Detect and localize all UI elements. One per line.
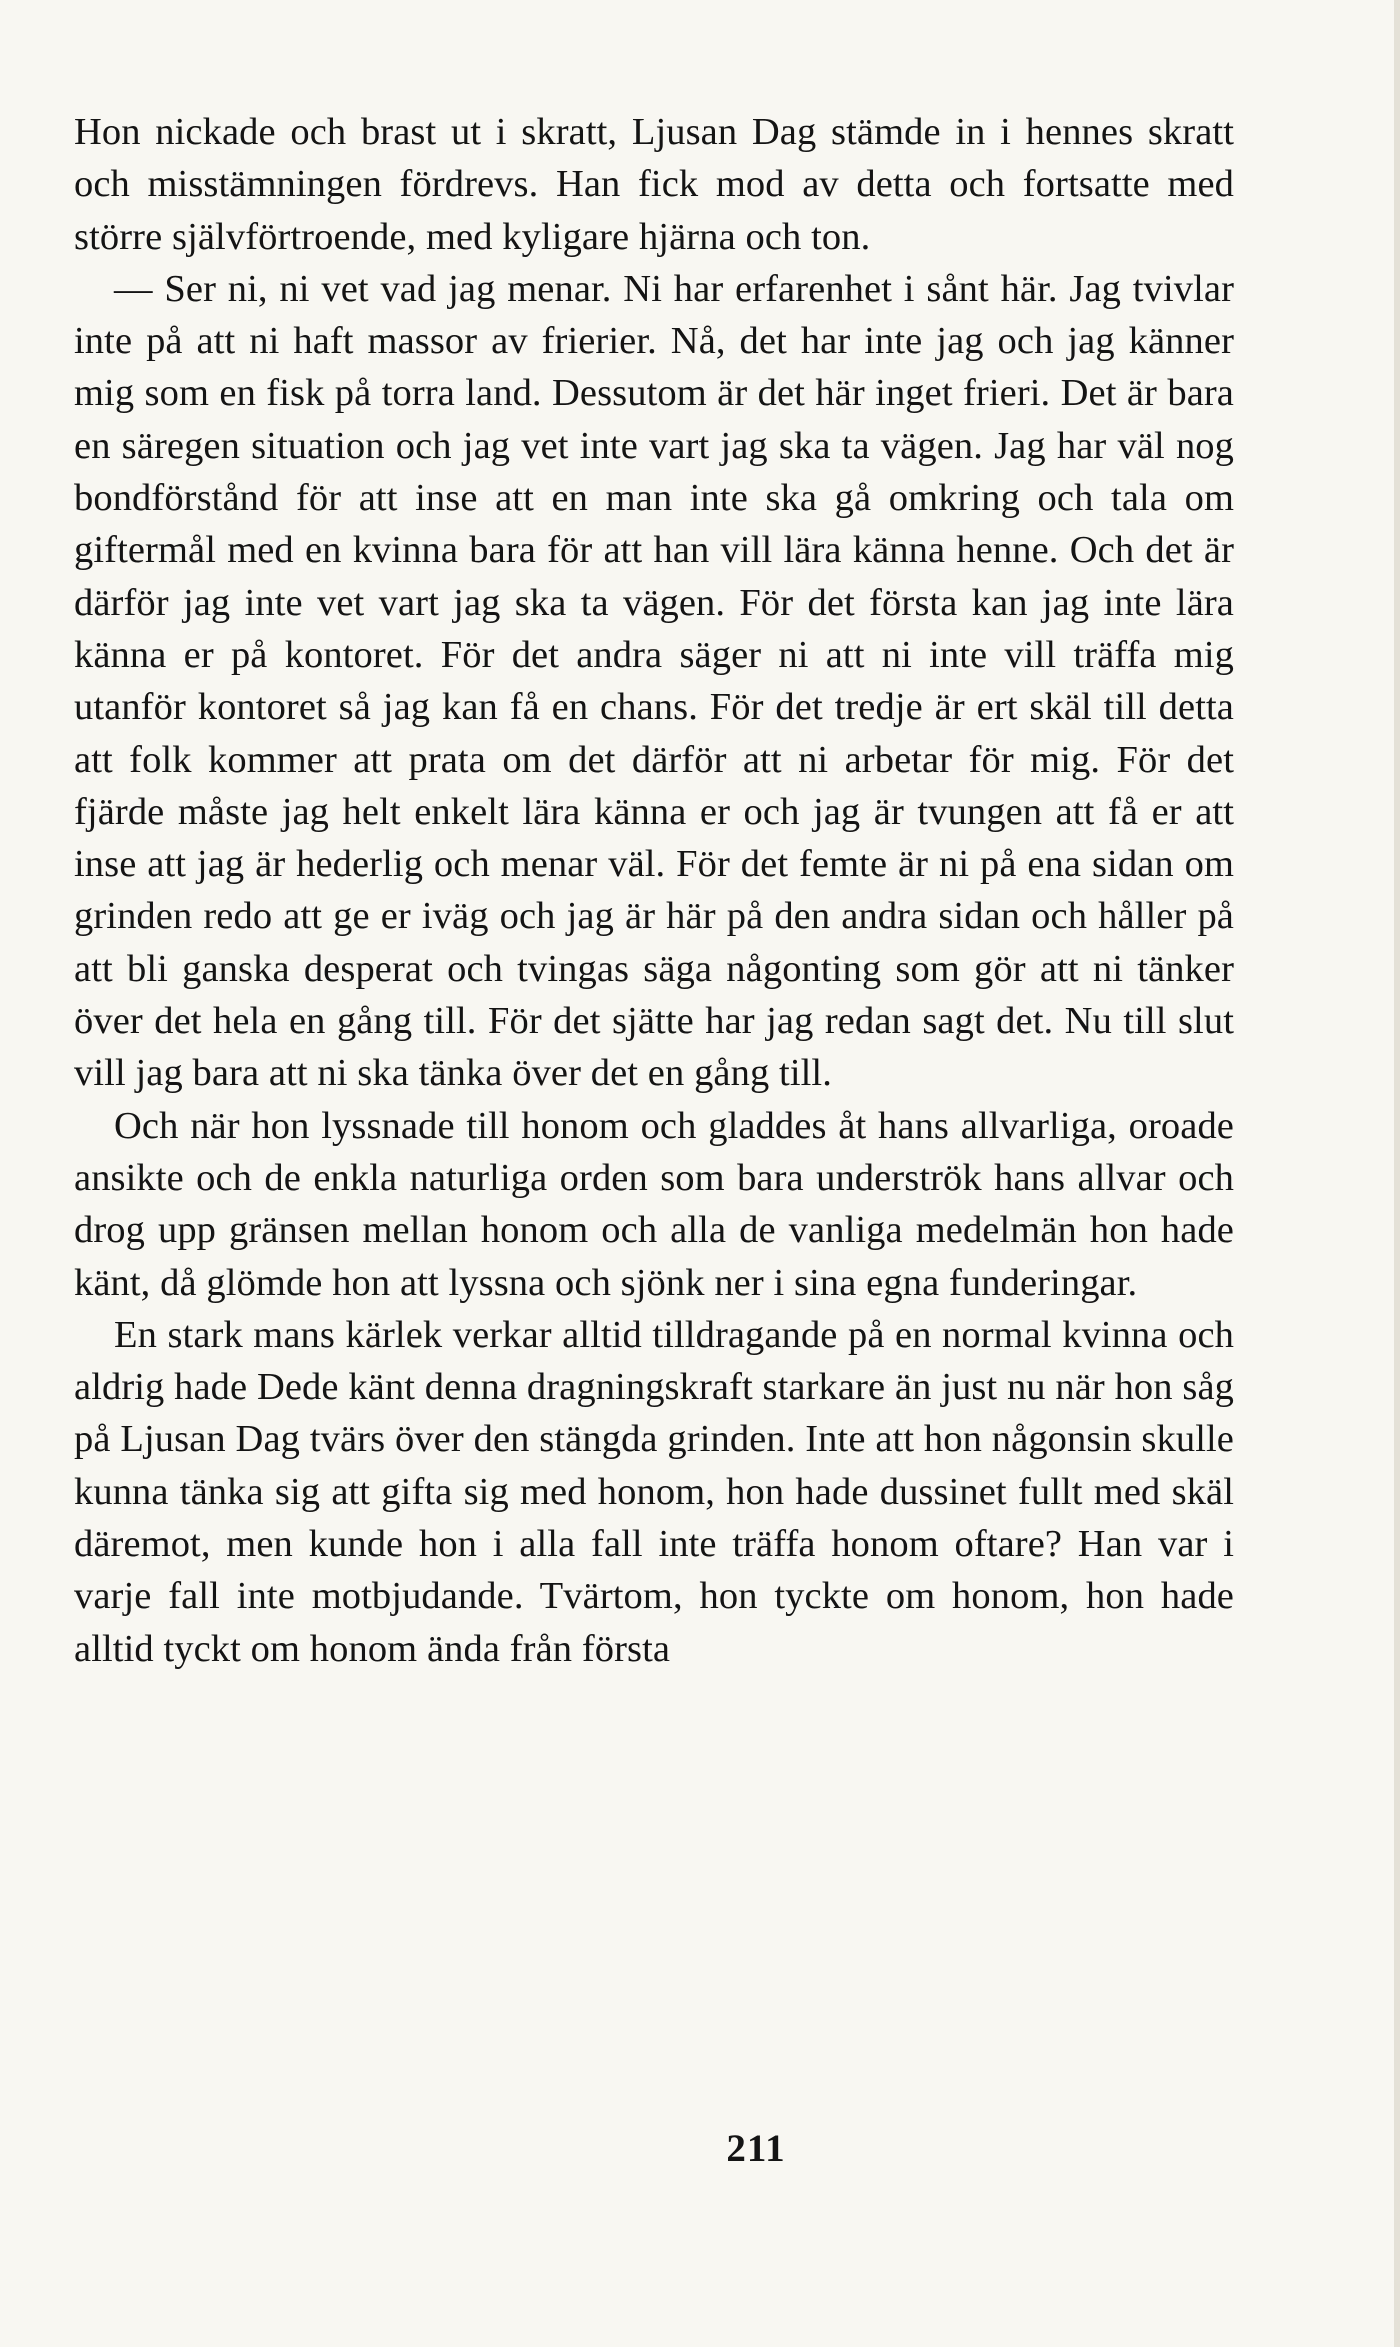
paragraph-2: — Ser ni, ni vet vad jag menar. Ni har erfarenhet i sånt här. Jag tvivlar inte på att ni haft massor av frierier. Nå, det har inte jag och jag känner mig som en fisk på torra land. Dessutom är det här inget frieri. Det är bara en säregen situation och jag vet inte vart jag ska ta vägen. Jag har väl nog bondförstånd för att inse att en man inte ska gå omkring och tala om giftermål med en kvinna bara för att han vill lära känna henne. Och det är därför jag inte vet vart jag ska ta vägen. För det första kan jag inte lära känna er på kontoret. För det andra säger ni att ni inte vill träffa mig utanför kontoret så jag kan få en chans. För det tredje är ert skäl till detta att folk kommer att prata om det därför att ni arbetar för mig. För det fjärde måste jag helt enkelt lära känna er och jag är tvungen att få er att inse att jag är hederlig och menar väl. För det femte är ni på ena sidan om grinden redo att ge er iväg och jag är här på den andra sidan och håller på att bli ganska desperat och tvingas säga någonting som gör att ni tänker över det hela en gång till. För det sjätte har jag redan sagt det. Nu till slut vill jag bara att ni ska tänka över det en gång till. — [74, 267, 1234, 1095]
page-number: 211 — [726, 2127, 786, 2170]
body-text — [74, 106, 1234, 1675]
paragraph-4: En stark mans kärlek verkar alltid tilldragande på en normal kvinna och aldrig hade Dede känt denna dragningskraft starkare än just nu när hon såg på Ljusan Dag tvärs över den stängda grinden. Inte att hon någonsin skulle kunna tänka sig att gifta sig med honom, hon hade dussinet fullt med skäl däremot, men kunde hon i alla fall inte träffa honom oftare? Han var i varje fall inte motbjudande. Tvärtom, hon tyckte om honom, hon hade alltid tyckt om honom ända från första — [74, 1313, 1234, 1670]
paragraph-1: Hon nickade och brast ut i skratt, Ljusan Dag stämde in i hennes skratt och misstämningen fördrevs. Han fick mod av detta och fortsatte med större självförtroende, med kyligare hjärna och ton. — [74, 111, 1234, 258]
paragraph-3: Och när hon lyssnade till honom och gladdes åt hans allvarliga, oroade ansikte och de enkla naturliga orden som bara underströk hans allvar och drog upp gränsen mellan honom och alla de vanliga medelmän hon hade känt, då glömde hon att lyssna och sjönk ner i sina egna funderingar. — [74, 1104, 1234, 1304]
